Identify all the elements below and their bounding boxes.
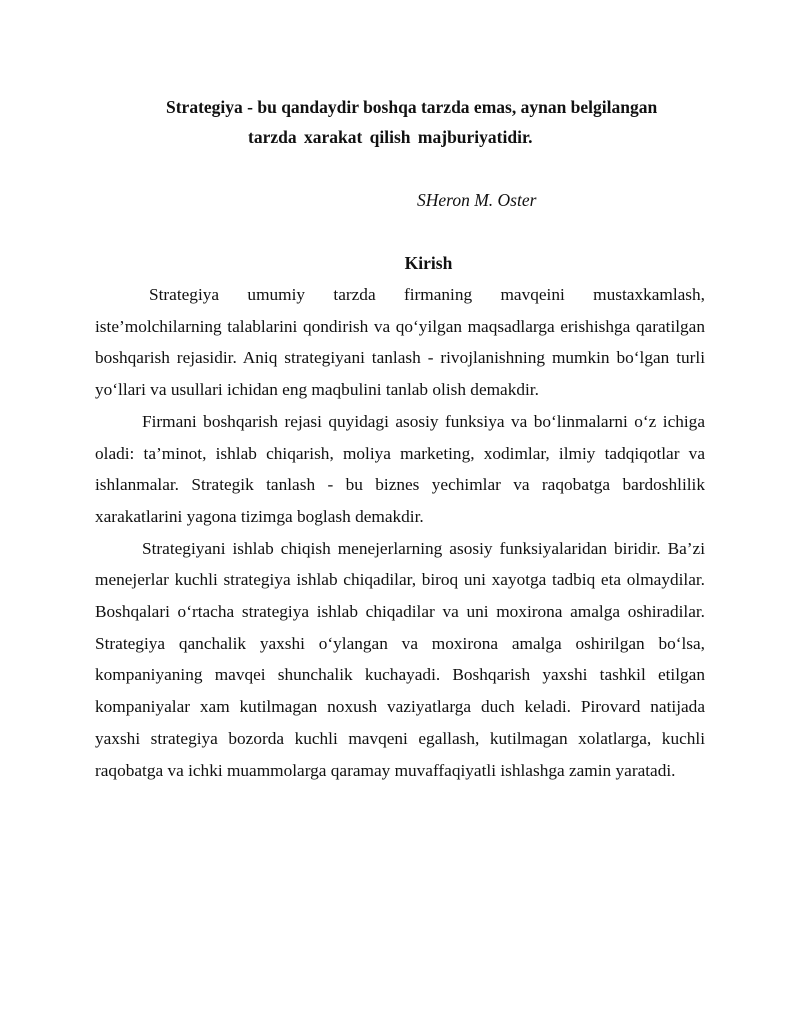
epigraph-line-1: Strategiya - bu qandaydir boshqa tarzda emas, aynan belgilangan xyxy=(166,97,658,117)
paragraph-1: Strategiya umumiy tarzda firmaning mavqeini mustaxkamlash, iste’molchilarning talablarini qondirish va qo‘yilgan maqsadlarga erishishga qaratilgan boshqarish rejasidir. Aniq strategiyani tanlash - rivojlanishning mumkin bo‘lgan turli yo‘llari va usullari ichidan eng maqbulini tanlab olish demakdir. xyxy=(95,285,705,400)
paragraph-2: Firmani boshqarish rejasi quyidagi asosiy funksiya va bo‘linmalarni o‘z ichiga oladi: ta’minot, ishlab chiqarish, moliya marketing, xodimlar, ilmiy tadqiqotlar va ishlanmalar. Strategik tanlash - bu biznes yechimlar va raqobatga bardoshlilik xarakatlarini yagona tizimga boglash demakdir. xyxy=(95,411,705,526)
paragraph-3: Strategiyani ishlab chiqish menejerlarning asosiy funksiyalaridan biridir. Ba’zi menejerlar kuchli strategiya ishlab chiqadilar, biroq uni xayotga tadbiq eta olmaydilar. Boshqalari o‘rtacha strategiya ishlab chiqadilar va uni moxirona amalga oshiradilar. Strategiya qanchalik yaxshi o‘ylangan va moxirona amalga oshirilgan bo‘lsa, kompaniyaning mavqei shunchalik kuchayadi. Boshqarish yaxshi tashkil etilgan kompaniyalar xam kutilmagan noxush vaziyatlarga duch keladi. Pirovard natijada yaxshi strategiya bozorda kuchli mavqeni egallash, kutilmagan xolatlarga, kuchli raqobatga va ichki muammolarga qaramay muvaffaqiyatli ishlashga zamin yaratadi. xyxy=(95,538,705,780)
epigraph xyxy=(0,92,800,152)
epigraph-line-2: tarzda xarakat qilish majburiyatidir. xyxy=(248,127,533,147)
section-heading: Kirish xyxy=(404,253,453,273)
body-text xyxy=(95,279,705,786)
epigraph-author: SHeron M. Oster xyxy=(417,190,537,210)
